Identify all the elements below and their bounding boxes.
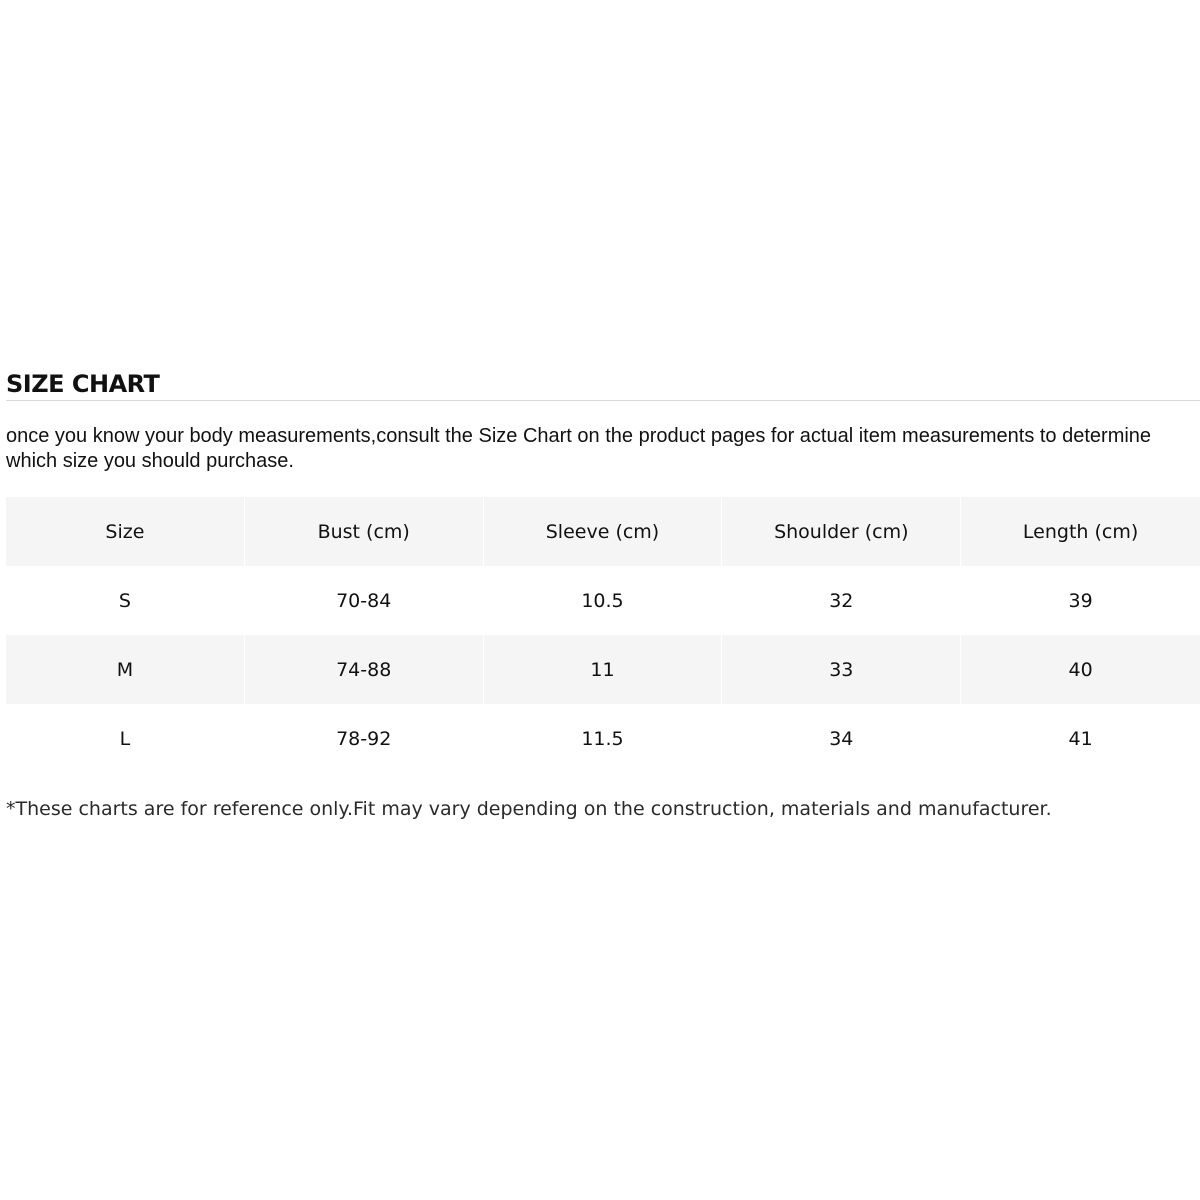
table-row [6, 704, 1200, 773]
page-title: SIZE CHART [6, 370, 160, 398]
cell-shoulder: 34 [722, 704, 961, 773]
intro-text: once you know your body measurements,consult the Size Chart on the product pages for actual item measurements to determine which size you should purchase. [6, 425, 1152, 472]
cell-size: S [6, 566, 245, 635]
cell-bust: 74-88 [245, 635, 484, 704]
table-row [6, 566, 1200, 635]
cell-length: 40 [1068, 658, 1093, 681]
cell-bust: 70-84 [245, 566, 484, 635]
table-header-row [6, 497, 1200, 566]
cell-sleeve: 11.5 [484, 704, 723, 773]
cell-bust: 78-92 [245, 704, 484, 773]
title-divider [6, 400, 1200, 401]
disclaimer-note: *These charts are for reference only.Fit may vary depending on the construction, materials and manufacturer. [6, 798, 1052, 820]
table-row [6, 635, 1200, 704]
cell-size: L [6, 704, 245, 773]
size-chart-table [6, 497, 1200, 773]
cell-length: 41 [1068, 727, 1093, 750]
column-header-length: Length (cm) [1022, 520, 1139, 543]
cell-shoulder: 32 [722, 566, 961, 635]
column-header-bust: Bust (cm) [245, 497, 484, 566]
column-header-sleeve: Sleeve (cm) [484, 497, 723, 566]
column-header-size: Size [6, 497, 245, 566]
cell-length: 39 [1068, 589, 1093, 612]
column-header-shoulder: Shoulder (cm) [722, 497, 961, 566]
cell-size: M [6, 635, 245, 704]
cell-sleeve: 10.5 [484, 566, 723, 635]
cell-sleeve: 11 [484, 635, 723, 704]
cell-shoulder: 33 [722, 635, 961, 704]
